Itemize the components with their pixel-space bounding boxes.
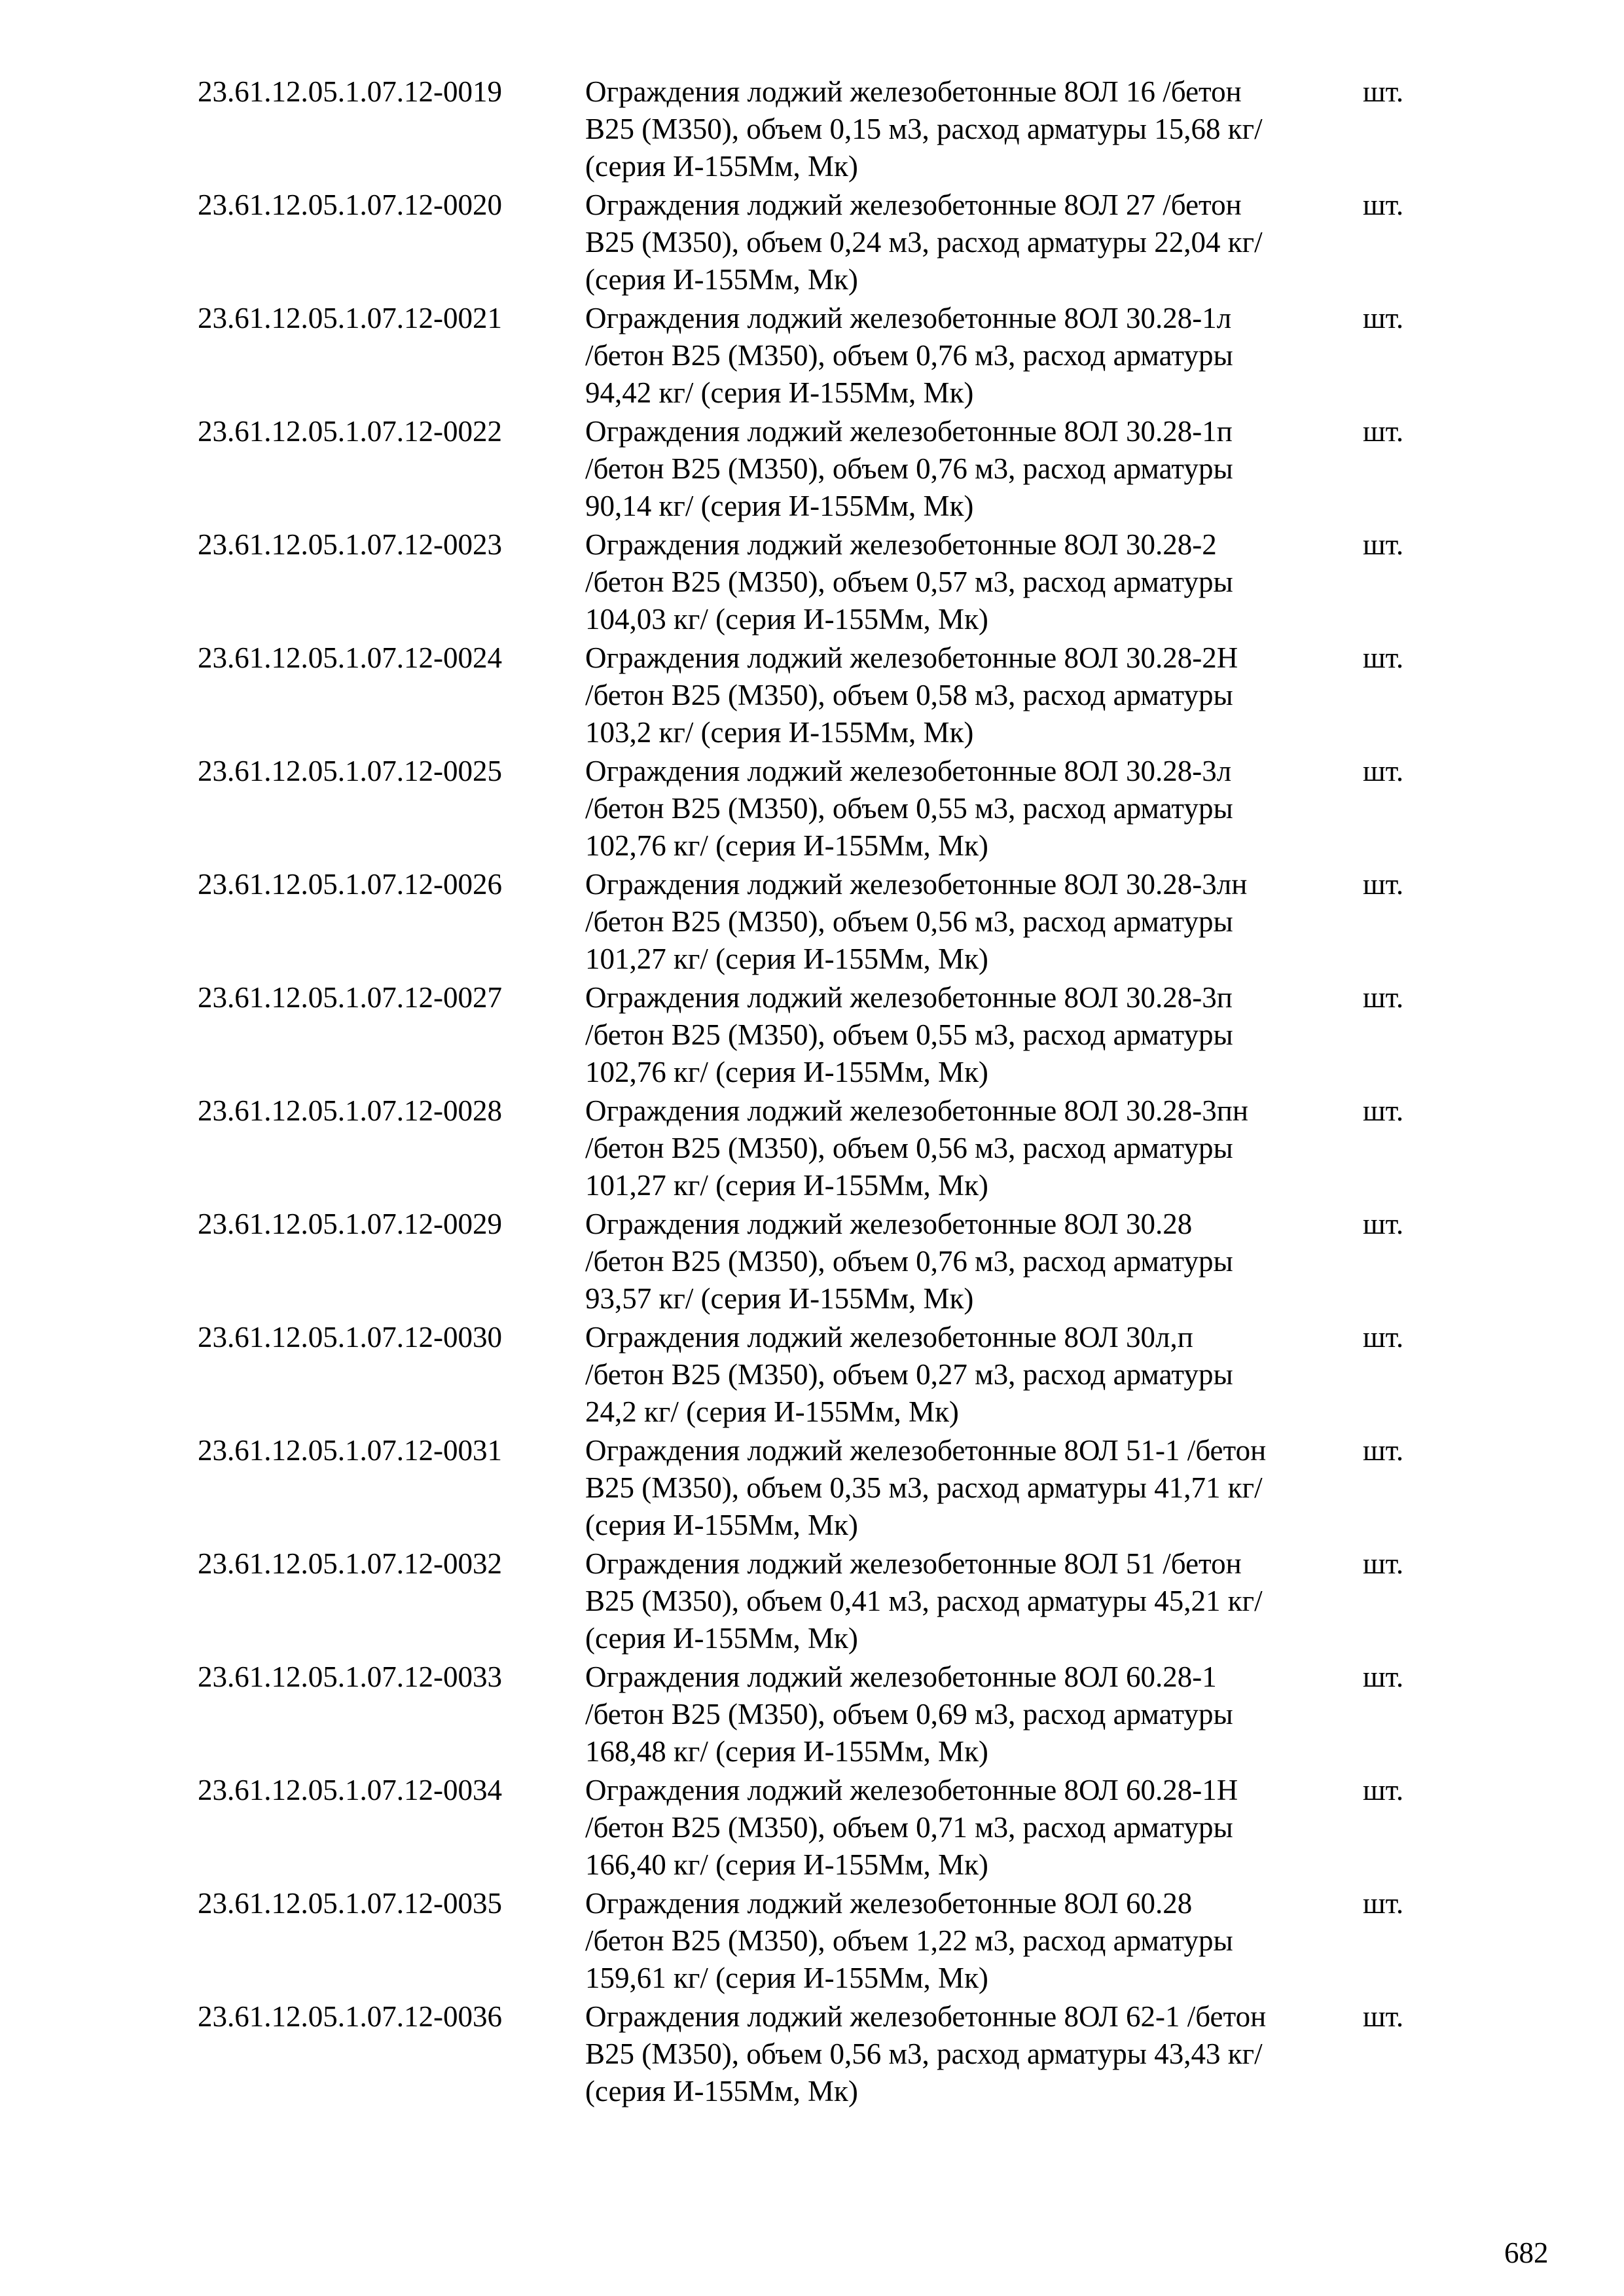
table-row	[0, 979, 1624, 1092]
resource-unit: шт.	[1363, 302, 1404, 334]
resource-code: 23.61.12.05.1.07.12-0026	[198, 868, 502, 901]
resource-unit: шт.	[1363, 415, 1404, 448]
resource-description: Ограждения лоджий железобетонные 8ОЛ 60.28-1 /бетон B25 (М350), объем 0,69 м3, расход арматуры 168,48 кг/ (серия И-155Мм, Мк)	[585, 1660, 1233, 1768]
resource-code: 23.61.12.05.1.07.12-0034	[198, 1774, 502, 1806]
resource-description: Ограждения лоджий железобетонные 8ОЛ 30.28-3л /бетон B25 (М350), объем 0,55 м3, расход арматуры 102,76 кг/ (серия И-155Мм, Мк)	[585, 755, 1233, 862]
resource-unit: шт.	[1363, 1660, 1404, 1693]
resource-code: 23.61.12.05.1.07.12-0033	[198, 1660, 502, 1693]
resource-description: Ограждения лоджий железобетонные 8ОЛ 60.28 /бетон B25 (М350), объем 1,22 м3, расход арматуры 159,61 кг/ (серия И-155Мм, Мк)	[585, 1887, 1233, 1994]
resource-code: 23.61.12.05.1.07.12-0029	[198, 1208, 502, 1240]
resource-unit: шт.	[1363, 1321, 1404, 1354]
table-row	[0, 413, 1624, 526]
resource-description: Ограждения лоджий железобетонные 8ОЛ 30.28-3лн /бетон B25 (М350), объем 0,56 м3, расход арматуры 101,27 кг/ (серия И-155Мм, Мк)	[585, 868, 1248, 975]
resource-unit: шт.	[1363, 755, 1404, 787]
resource-code: 23.61.12.05.1.07.12-0022	[198, 415, 502, 448]
resource-description: Ограждения лоджий железобетонные 8ОЛ 30.28-2 /бетон B25 (М350), объем 0,57 м3, расход арматуры 104,03 кг/ (серия И-155Мм, Мк)	[585, 528, 1233, 636]
table-row	[0, 639, 1624, 753]
resource-code: 23.61.12.05.1.07.12-0035	[198, 1887, 502, 1920]
resource-description: Ограждения лоджий железобетонные 8ОЛ 51-1 /бетон B25 (М350), объем 0,35 м3, расход арматуры 41,71 кг/ (серия И-155Мм, Мк)	[585, 1434, 1267, 1541]
table-row	[0, 1545, 1624, 1659]
resource-code: 23.61.12.05.1.07.12-0031	[198, 1434, 502, 1467]
resource-code: 23.61.12.05.1.07.12-0032	[198, 1547, 502, 1580]
resource-description: Ограждения лоджий железобетонные 8ОЛ 30л,п /бетон B25 (М350), объем 0,27 м3, расход арматуры 24,2 кг/ (серия И-155Мм, Мк)	[585, 1321, 1233, 1428]
table-row	[0, 866, 1624, 979]
resource-description: Ограждения лоджий железобетонные 8ОЛ 27 /бетон B25 (М350), объем 0,24 м3, расход арматуры 22,04 кг/ (серия И-155Мм, Мк)	[585, 188, 1263, 296]
resource-description: Ограждения лоджий железобетонные 8ОЛ 30.28-1л /бетон B25 (М350), объем 0,76 м3, расход арматуры 94,42 кг/ (серия И-155Мм, Мк)	[585, 302, 1233, 409]
resource-unit: шт.	[1363, 1094, 1404, 1127]
table-row	[0, 1206, 1624, 1319]
table-row	[0, 753, 1624, 866]
resource-unit: шт.	[1363, 641, 1404, 674]
resource-list	[0, 73, 1624, 2111]
resource-code: 23.61.12.05.1.07.12-0023	[198, 528, 502, 561]
resource-unit: шт.	[1363, 981, 1404, 1014]
table-row	[0, 187, 1624, 300]
table-row	[0, 526, 1624, 639]
resource-description: Ограждения лоджий железобетонные 8ОЛ 30.28 /бетон B25 (М350), объем 0,76 м3, расход арматуры 93,57 кг/ (серия И-155Мм, Мк)	[585, 1208, 1233, 1315]
resource-code: 23.61.12.05.1.07.12-0036	[198, 2000, 502, 2033]
resource-unit: шт.	[1363, 528, 1404, 561]
resource-unit: шт.	[1363, 2000, 1404, 2033]
resource-code: 23.61.12.05.1.07.12-0027	[198, 981, 502, 1014]
resource-code: 23.61.12.05.1.07.12-0028	[198, 1094, 502, 1127]
table-row	[0, 300, 1624, 413]
resource-description: Ограждения лоджий железобетонные 8ОЛ 16 /бетон B25 (М350), объем 0,15 м3, расход арматуры 15,68 кг/ (серия И-155Мм, Мк)	[585, 75, 1263, 183]
resource-description: Ограждения лоджий железобетонные 8ОЛ 30.28-1п /бетон B25 (М350), объем 0,76 м3, расход арматуры 90,14 кг/ (серия И-155Мм, Мк)	[585, 415, 1233, 522]
resource-description: Ограждения лоджий железобетонные 8ОЛ 30.28-3п /бетон B25 (М350), объем 0,55 м3, расход арматуры 102,76 кг/ (серия И-155Мм, Мк)	[585, 981, 1233, 1088]
table-row	[0, 1092, 1624, 1206]
resource-description: Ограждения лоджий железобетонные 8ОЛ 30.28-2Н /бетон B25 (М350), объем 0,58 м3, расход арматуры 103,2 кг/ (серия И-155Мм, Мк)	[585, 641, 1238, 749]
resource-description: Ограждения лоджий железобетонные 8ОЛ 60.28-1Н /бетон B25 (М350), объем 0,71 м3, расход арматуры 166,40 кг/ (серия И-155Мм, Мк)	[585, 1774, 1238, 1881]
table-row	[0, 1659, 1624, 1772]
resource-unit: шт.	[1363, 1887, 1404, 1920]
resource-code: 23.61.12.05.1.07.12-0030	[198, 1321, 502, 1354]
resource-code: 23.61.12.05.1.07.12-0020	[198, 188, 502, 221]
resource-unit: шт.	[1363, 868, 1404, 901]
resource-unit: шт.	[1363, 1208, 1404, 1240]
table-row	[0, 1772, 1624, 1885]
resource-description: Ограждения лоджий железобетонные 8ОЛ 30.28-3пн /бетон B25 (М350), объем 0,56 м3, расход арматуры 101,27 кг/ (серия И-155Мм, Мк)	[585, 1094, 1248, 1202]
resource-description: Ограждения лоджий железобетонные 8ОЛ 62-1 /бетон B25 (М350), объем 0,56 м3, расход арматуры 43,43 кг/ (серия И-155Мм, Мк)	[585, 2000, 1267, 2108]
resource-unit: шт.	[1363, 188, 1404, 221]
resource-unit: шт.	[1363, 1547, 1404, 1580]
resource-code: 23.61.12.05.1.07.12-0025	[198, 755, 502, 787]
page-number: 682	[1504, 2236, 1549, 2269]
resource-unit: шт.	[1363, 1434, 1404, 1467]
table-row	[0, 1432, 1624, 1545]
table-row	[0, 1885, 1624, 1998]
resource-code: 23.61.12.05.1.07.12-0024	[198, 641, 502, 674]
resource-code: 23.61.12.05.1.07.12-0021	[198, 302, 502, 334]
resource-code: 23.61.12.05.1.07.12-0019	[198, 75, 502, 108]
table-row	[0, 1998, 1624, 2111]
table-row	[0, 73, 1624, 187]
table-row	[0, 1319, 1624, 1432]
resource-unit: шт.	[1363, 75, 1404, 108]
resource-unit: шт.	[1363, 1774, 1404, 1806]
resource-description: Ограждения лоджий железобетонные 8ОЛ 51 /бетон B25 (М350), объем 0,41 м3, расход арматуры 45,21 кг/ (серия И-155Мм, Мк)	[585, 1547, 1263, 1655]
